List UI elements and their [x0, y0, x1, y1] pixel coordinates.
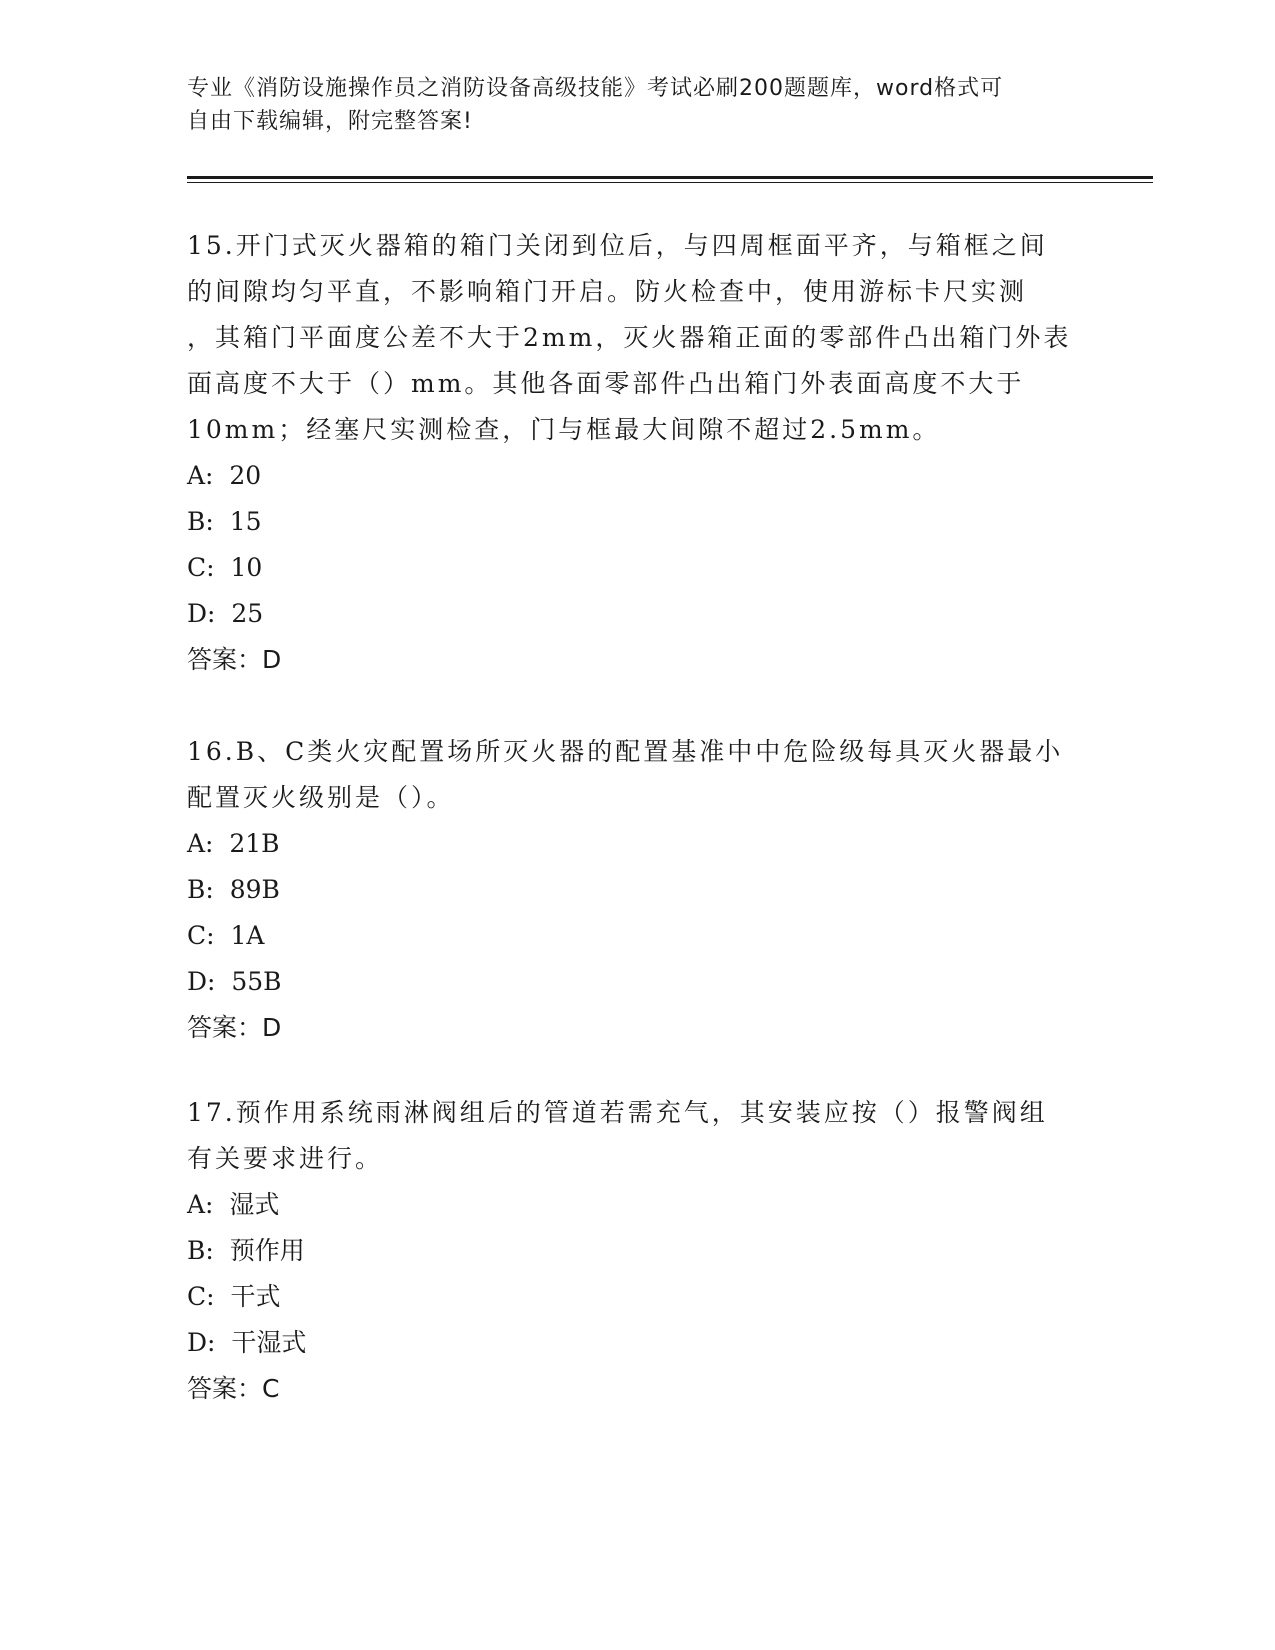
option-b: B: 预作用	[187, 1236, 305, 1265]
header-divider-thin	[187, 182, 1153, 183]
option-d: D: 干湿式	[187, 1328, 307, 1357]
question-stem-line: 面高度不大于（）mm。其他各面零部件凸出箱门外表面高度不大于	[187, 369, 1025, 398]
header-line-2: 自由下载编辑，附完整答案!	[187, 109, 473, 134]
option-a: A: 20	[187, 461, 262, 490]
question-stem-line: 16.B、C类火灾配置场所灭火器的配置基准中中危险级每具灭火器最小	[187, 737, 1064, 766]
answer-line: 答案：D	[187, 645, 282, 674]
option-c: C: 干式	[187, 1282, 281, 1311]
question-stem-line: 配置灭火级别是（）。	[187, 783, 455, 812]
document-header	[187, 72, 1067, 138]
question-15	[187, 223, 1087, 683]
answer-line: 答案：D	[187, 1013, 282, 1042]
option-c: C: 1A	[187, 921, 265, 950]
question-stem-line: 的间隙均匀平直，不影响箱门开启。防火检查中，使用游标卡尺实测	[187, 277, 1028, 306]
option-d: D: 55B	[187, 967, 282, 996]
question-stem-line: 15.开门式灭火器箱的箱门关闭到位后，与四周框面平齐，与箱框之间	[187, 231, 1048, 260]
answer-line: 答案：C	[187, 1374, 280, 1403]
question-stem-line: ，其箱门平面度公差不大于2mm，灭火器箱正面的零部件凸出箱门外表	[187, 323, 1072, 352]
question-17	[187, 1090, 1087, 1412]
question-16	[187, 729, 1087, 1051]
option-a: A: 21B	[187, 829, 280, 858]
question-stem-line: 17.预作用系统雨淋阀组后的管道若需充气，其安装应按（）报警阀组	[187, 1098, 1048, 1127]
option-c: C: 10	[187, 553, 263, 582]
option-b: B: 15	[187, 507, 262, 536]
question-stem-line: 10mm；经塞尺实测检查，门与框最大间隙不超过2.5mm。	[187, 415, 941, 444]
option-a: A: 湿式	[187, 1190, 280, 1219]
option-b: B: 89B	[187, 875, 280, 904]
header-line-1: 专业《消防设施操作员之消防设备高级技能》考试必刷200题题库，word格式可	[187, 76, 1004, 101]
question-stem-line: 有关要求进行。	[187, 1144, 384, 1173]
option-d: D: 25	[187, 599, 264, 628]
header-divider-thick	[187, 176, 1153, 179]
